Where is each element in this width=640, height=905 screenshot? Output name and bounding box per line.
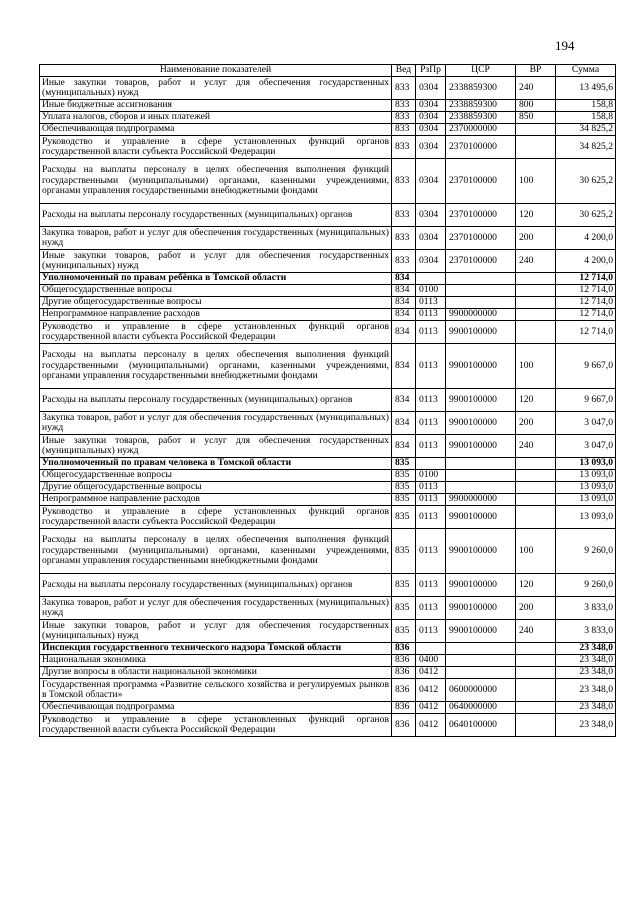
cell-rzpr: 0113 bbox=[416, 309, 446, 321]
cell-name: Руководство и управление в сфере установленных функций органов государственной власти субъекта Российской Федерации bbox=[40, 136, 392, 159]
cell-ved: 834 bbox=[392, 321, 416, 344]
cell-rzpr: 0304 bbox=[416, 100, 446, 112]
cell-ved: 833 bbox=[392, 250, 416, 273]
cell-csr: 2370100000 bbox=[446, 227, 516, 250]
cell-sum: 23 348,0 bbox=[556, 679, 616, 702]
cell-rzpr: 0412 bbox=[416, 702, 446, 714]
header-name: Наименование показателей bbox=[40, 65, 392, 77]
cell-vr bbox=[516, 506, 556, 529]
budget-table bbox=[39, 64, 616, 737]
cell-vr: 120 bbox=[516, 389, 556, 412]
cell-csr bbox=[446, 655, 516, 667]
cell-rzpr: 0113 bbox=[416, 574, 446, 597]
table-row bbox=[40, 285, 616, 297]
cell-vr: 200 bbox=[516, 412, 556, 435]
cell-ved: 833 bbox=[392, 204, 416, 227]
cell-csr: 9900100000 bbox=[446, 529, 516, 574]
cell-vr bbox=[516, 655, 556, 667]
cell-sum: 9 260,0 bbox=[556, 529, 616, 574]
table-row bbox=[40, 412, 616, 435]
table-row bbox=[40, 227, 616, 250]
cell-vr bbox=[516, 494, 556, 506]
cell-vr bbox=[516, 309, 556, 321]
header-ved: Вед bbox=[392, 65, 416, 77]
table-row bbox=[40, 620, 616, 643]
cell-ved: 833 bbox=[392, 136, 416, 159]
cell-ved: 835 bbox=[392, 506, 416, 529]
cell-sum: 3 047,0 bbox=[556, 435, 616, 458]
cell-sum: 158,8 bbox=[556, 112, 616, 124]
cell-sum: 3 833,0 bbox=[556, 597, 616, 620]
cell-csr: 9900100000 bbox=[446, 597, 516, 620]
cell-sum: 34 825,2 bbox=[556, 136, 616, 159]
cell-csr: 0640100000 bbox=[446, 714, 516, 737]
cell-rzpr: 0113 bbox=[416, 597, 446, 620]
cell-rzpr: 0412 bbox=[416, 667, 446, 679]
cell-rzpr: 0304 bbox=[416, 159, 446, 204]
cell-ved: 835 bbox=[392, 620, 416, 643]
cell-rzpr: 0113 bbox=[416, 321, 446, 344]
cell-csr: 2370100000 bbox=[446, 136, 516, 159]
cell-rzpr: 0304 bbox=[416, 77, 446, 100]
table-row bbox=[40, 458, 616, 470]
cell-ved: 836 bbox=[392, 714, 416, 737]
cell-name: Расходы на выплаты персоналу в целях обеспечения выполнения функций государственными (муниципальными) органами, казенными учреждениями, органами управления государственными внебюджетными фондами bbox=[40, 344, 392, 389]
cell-vr bbox=[516, 285, 556, 297]
cell-vr bbox=[516, 458, 556, 470]
table-row bbox=[40, 714, 616, 737]
cell-sum: 23 348,0 bbox=[556, 702, 616, 714]
cell-csr bbox=[446, 667, 516, 679]
cell-vr: 200 bbox=[516, 597, 556, 620]
cell-sum: 30 625,2 bbox=[556, 204, 616, 227]
cell-name: Инспекция государственного технического надзора Томской области bbox=[40, 643, 392, 655]
cell-sum: 13 495,6 bbox=[556, 77, 616, 100]
cell-name: Общегосударственные вопросы bbox=[40, 285, 392, 297]
cell-sum: 158,8 bbox=[556, 100, 616, 112]
cell-name: Закупка товаров, работ и услуг для обеспечения государственных (муниципальных) нужд bbox=[40, 597, 392, 620]
header-csr: ЦСР bbox=[446, 65, 516, 77]
cell-rzpr: 0304 bbox=[416, 112, 446, 124]
cell-rzpr: 0412 bbox=[416, 679, 446, 702]
table-row bbox=[40, 309, 616, 321]
cell-sum: 9 667,0 bbox=[556, 344, 616, 389]
cell-rzpr: 0304 bbox=[416, 136, 446, 159]
cell-name: Непрограммное направление расходов bbox=[40, 309, 392, 321]
table-row bbox=[40, 321, 616, 344]
cell-name: Государственная программа «Развитие сельского хозяйства и регулируемых рынков в Томской области» bbox=[40, 679, 392, 702]
cell-csr bbox=[446, 458, 516, 470]
cell-name: Расходы на выплаты персоналу в целях обеспечения выполнения функций государственными (муниципальными) органами, казенными учреждениями, органами управления государственными внебюджетными фондами bbox=[40, 159, 392, 204]
cell-rzpr bbox=[416, 643, 446, 655]
cell-name: Другие общегосударственные вопросы bbox=[40, 297, 392, 309]
cell-ved: 834 bbox=[392, 309, 416, 321]
cell-sum: 13 093,0 bbox=[556, 506, 616, 529]
cell-vr bbox=[516, 124, 556, 136]
cell-ved: 836 bbox=[392, 655, 416, 667]
table-row bbox=[40, 250, 616, 273]
cell-name: Руководство и управление в сфере установленных функций органов государственной власти субъекта Российской Федерации bbox=[40, 714, 392, 737]
cell-rzpr bbox=[416, 273, 446, 285]
cell-rzpr bbox=[416, 458, 446, 470]
cell-sum: 12 714,0 bbox=[556, 273, 616, 285]
header-rzpr: РзПр bbox=[416, 65, 446, 77]
cell-vr: 240 bbox=[516, 435, 556, 458]
cell-sum: 9 667,0 bbox=[556, 389, 616, 412]
cell-name: Другие общегосударственные вопросы bbox=[40, 482, 392, 494]
cell-ved: 835 bbox=[392, 494, 416, 506]
cell-ved: 833 bbox=[392, 124, 416, 136]
cell-rzpr: 0113 bbox=[416, 482, 446, 494]
table-row bbox=[40, 124, 616, 136]
cell-sum: 23 348,0 bbox=[556, 643, 616, 655]
table-row bbox=[40, 100, 616, 112]
cell-sum: 23 348,0 bbox=[556, 655, 616, 667]
cell-vr: 100 bbox=[516, 344, 556, 389]
cell-name: Расходы на выплаты персоналу государственных (муниципальных) органов bbox=[40, 389, 392, 412]
table-row bbox=[40, 679, 616, 702]
table-row bbox=[40, 136, 616, 159]
cell-ved: 835 bbox=[392, 597, 416, 620]
header-sum: Сумма bbox=[556, 65, 616, 77]
cell-vr bbox=[516, 714, 556, 737]
cell-csr bbox=[446, 273, 516, 285]
cell-csr: 9900100000 bbox=[446, 321, 516, 344]
cell-csr: 9900000000 bbox=[446, 494, 516, 506]
cell-csr bbox=[446, 643, 516, 655]
cell-csr: 9900100000 bbox=[446, 620, 516, 643]
table-row bbox=[40, 77, 616, 100]
cell-rzpr: 0400 bbox=[416, 655, 446, 667]
cell-name: Национальная экономика bbox=[40, 655, 392, 667]
cell-ved: 836 bbox=[392, 667, 416, 679]
cell-vr: 850 bbox=[516, 112, 556, 124]
cell-vr: 100 bbox=[516, 159, 556, 204]
cell-name: Непрограммное направление расходов bbox=[40, 494, 392, 506]
page-number: 194 bbox=[555, 38, 575, 53]
cell-ved: 834 bbox=[392, 344, 416, 389]
cell-vr bbox=[516, 643, 556, 655]
cell-sum: 30 625,2 bbox=[556, 159, 616, 204]
cell-name: Уплата налогов, сборов и иных платежей bbox=[40, 112, 392, 124]
cell-vr: 240 bbox=[516, 77, 556, 100]
cell-name: Общегосударственные вопросы bbox=[40, 470, 392, 482]
table-row bbox=[40, 529, 616, 574]
cell-csr: 9900000000 bbox=[446, 309, 516, 321]
cell-sum: 3 047,0 bbox=[556, 412, 616, 435]
table-row bbox=[40, 112, 616, 124]
cell-name: Уполномоченный по правам ребёнка в Томской области bbox=[40, 273, 392, 285]
cell-sum: 13 093,0 bbox=[556, 470, 616, 482]
cell-vr: 240 bbox=[516, 250, 556, 273]
cell-vr bbox=[516, 679, 556, 702]
cell-name: Иные закупки товаров, работ и услуг для обеспечения государственных (муниципальных) нужд bbox=[40, 77, 392, 100]
cell-rzpr: 0304 bbox=[416, 124, 446, 136]
cell-name: Иные закупки товаров, работ и услуг для обеспечения государственных (муниципальных) нужд bbox=[40, 250, 392, 273]
cell-vr: 800 bbox=[516, 100, 556, 112]
cell-vr bbox=[516, 297, 556, 309]
cell-csr: 0600000000 bbox=[446, 679, 516, 702]
cell-name: Расходы на выплаты персоналу государственных (муниципальных) органов bbox=[40, 204, 392, 227]
cell-rzpr: 0113 bbox=[416, 389, 446, 412]
cell-sum: 13 093,0 bbox=[556, 482, 616, 494]
table-row bbox=[40, 643, 616, 655]
cell-ved: 834 bbox=[392, 297, 416, 309]
cell-csr: 9900100000 bbox=[446, 412, 516, 435]
cell-sum: 12 714,0 bbox=[556, 321, 616, 344]
cell-rzpr: 0304 bbox=[416, 250, 446, 273]
cell-ved: 833 bbox=[392, 100, 416, 112]
cell-name: Расходы на выплаты персоналу государственных (муниципальных) органов bbox=[40, 574, 392, 597]
cell-rzpr: 0113 bbox=[416, 620, 446, 643]
cell-vr bbox=[516, 482, 556, 494]
cell-sum: 13 093,0 bbox=[556, 458, 616, 470]
table-body bbox=[40, 77, 616, 737]
cell-vr bbox=[516, 321, 556, 344]
cell-csr: 2370000000 bbox=[446, 124, 516, 136]
cell-rzpr: 0113 bbox=[416, 412, 446, 435]
cell-vr bbox=[516, 470, 556, 482]
cell-rzpr: 0100 bbox=[416, 285, 446, 297]
cell-ved: 835 bbox=[392, 574, 416, 597]
cell-ved: 834 bbox=[392, 435, 416, 458]
cell-ved: 834 bbox=[392, 285, 416, 297]
cell-sum: 34 825,2 bbox=[556, 124, 616, 136]
table-row bbox=[40, 389, 616, 412]
cell-vr bbox=[516, 702, 556, 714]
cell-ved: 836 bbox=[392, 679, 416, 702]
cell-sum: 13 093,0 bbox=[556, 494, 616, 506]
cell-csr: 0640000000 bbox=[446, 702, 516, 714]
cell-name: Руководство и управление в сфере установленных функций органов государственной власти субъекта Российской Федерации bbox=[40, 506, 392, 529]
cell-sum: 12 714,0 bbox=[556, 309, 616, 321]
cell-name: Иные бюджетные ассигнования bbox=[40, 100, 392, 112]
table-row bbox=[40, 574, 616, 597]
cell-sum: 3 833,0 bbox=[556, 620, 616, 643]
table-row bbox=[40, 159, 616, 204]
cell-csr: 9900100000 bbox=[446, 389, 516, 412]
cell-name: Обеспечивающая подпрограмма bbox=[40, 702, 392, 714]
cell-vr bbox=[516, 273, 556, 285]
table-row bbox=[40, 597, 616, 620]
table-row bbox=[40, 273, 616, 285]
cell-vr: 100 bbox=[516, 529, 556, 574]
table-row bbox=[40, 506, 616, 529]
table-row bbox=[40, 667, 616, 679]
cell-csr bbox=[446, 470, 516, 482]
cell-csr bbox=[446, 297, 516, 309]
cell-rzpr: 0113 bbox=[416, 529, 446, 574]
cell-rzpr: 0100 bbox=[416, 470, 446, 482]
cell-vr: 120 bbox=[516, 574, 556, 597]
table-row bbox=[40, 435, 616, 458]
table-row bbox=[40, 344, 616, 389]
cell-name: Обеспечивающая подпрограмма bbox=[40, 124, 392, 136]
cell-csr: 9900100000 bbox=[446, 506, 516, 529]
cell-vr: 120 bbox=[516, 204, 556, 227]
cell-rzpr: 0113 bbox=[416, 435, 446, 458]
cell-sum: 9 260,0 bbox=[556, 574, 616, 597]
cell-rzpr: 0113 bbox=[416, 297, 446, 309]
cell-sum: 12 714,0 bbox=[556, 297, 616, 309]
cell-name: Руководство и управление в сфере установленных функций органов государственной власти субъекта Российской Федерации bbox=[40, 321, 392, 344]
cell-rzpr: 0304 bbox=[416, 227, 446, 250]
cell-csr: 9900100000 bbox=[446, 435, 516, 458]
cell-vr: 200 bbox=[516, 227, 556, 250]
table-header-row bbox=[40, 65, 616, 77]
cell-rzpr: 0113 bbox=[416, 506, 446, 529]
cell-csr: 2338859300 bbox=[446, 100, 516, 112]
cell-ved: 835 bbox=[392, 482, 416, 494]
cell-csr bbox=[446, 482, 516, 494]
cell-name: Иные закупки товаров, работ и услуг для обеспечения государственных (муниципальных) нужд bbox=[40, 620, 392, 643]
table-row bbox=[40, 470, 616, 482]
cell-csr: 2338859300 bbox=[446, 77, 516, 100]
cell-ved: 834 bbox=[392, 389, 416, 412]
cell-vr: 240 bbox=[516, 620, 556, 643]
cell-csr: 2338859300 bbox=[446, 112, 516, 124]
cell-ved: 833 bbox=[392, 112, 416, 124]
cell-rzpr: 0412 bbox=[416, 714, 446, 737]
cell-name: Другие вопросы в области национальной экономики bbox=[40, 667, 392, 679]
cell-csr: 9900100000 bbox=[446, 574, 516, 597]
cell-sum: 23 348,0 bbox=[556, 714, 616, 737]
cell-ved: 833 bbox=[392, 227, 416, 250]
table-row bbox=[40, 702, 616, 714]
cell-vr bbox=[516, 136, 556, 159]
cell-ved: 835 bbox=[392, 529, 416, 574]
cell-ved: 834 bbox=[392, 273, 416, 285]
cell-rzpr: 0113 bbox=[416, 344, 446, 389]
cell-sum: 12 714,0 bbox=[556, 285, 616, 297]
cell-name: Закупка товаров, работ и услуг для обеспечения государственных (муниципальных) нужд bbox=[40, 412, 392, 435]
cell-csr: 2370100000 bbox=[446, 250, 516, 273]
cell-ved: 836 bbox=[392, 643, 416, 655]
cell-csr: 2370100000 bbox=[446, 159, 516, 204]
table-row bbox=[40, 482, 616, 494]
table-row bbox=[40, 204, 616, 227]
cell-ved: 833 bbox=[392, 159, 416, 204]
cell-ved: 836 bbox=[392, 702, 416, 714]
cell-name: Уполномоченный по правам человека в Томской области bbox=[40, 458, 392, 470]
cell-ved: 833 bbox=[392, 77, 416, 100]
table-row bbox=[40, 655, 616, 667]
cell-name: Закупка товаров, работ и услуг для обеспечения государственных (муниципальных) нужд bbox=[40, 227, 392, 250]
cell-csr: 2370100000 bbox=[446, 204, 516, 227]
cell-ved: 835 bbox=[392, 470, 416, 482]
table-row bbox=[40, 297, 616, 309]
cell-sum: 23 348,0 bbox=[556, 667, 616, 679]
cell-csr: 9900100000 bbox=[446, 344, 516, 389]
table-row bbox=[40, 494, 616, 506]
cell-ved: 835 bbox=[392, 458, 416, 470]
cell-ved: 834 bbox=[392, 412, 416, 435]
budget-table-container bbox=[39, 64, 615, 737]
cell-rzpr: 0304 bbox=[416, 204, 446, 227]
header-vr: ВР bbox=[516, 65, 556, 77]
cell-name: Расходы на выплаты персоналу в целях обеспечения выполнения функций государственными (муниципальными) органами, казенными учреждениями, органами управления государственными внебюджетными фондами bbox=[40, 529, 392, 574]
cell-sum: 4 200,0 bbox=[556, 227, 616, 250]
cell-rzpr: 0113 bbox=[416, 494, 446, 506]
cell-name: Иные закупки товаров, работ и услуг для обеспечения государственных (муниципальных) нужд bbox=[40, 435, 392, 458]
cell-csr bbox=[446, 285, 516, 297]
cell-sum: 4 200,0 bbox=[556, 250, 616, 273]
cell-vr bbox=[516, 667, 556, 679]
